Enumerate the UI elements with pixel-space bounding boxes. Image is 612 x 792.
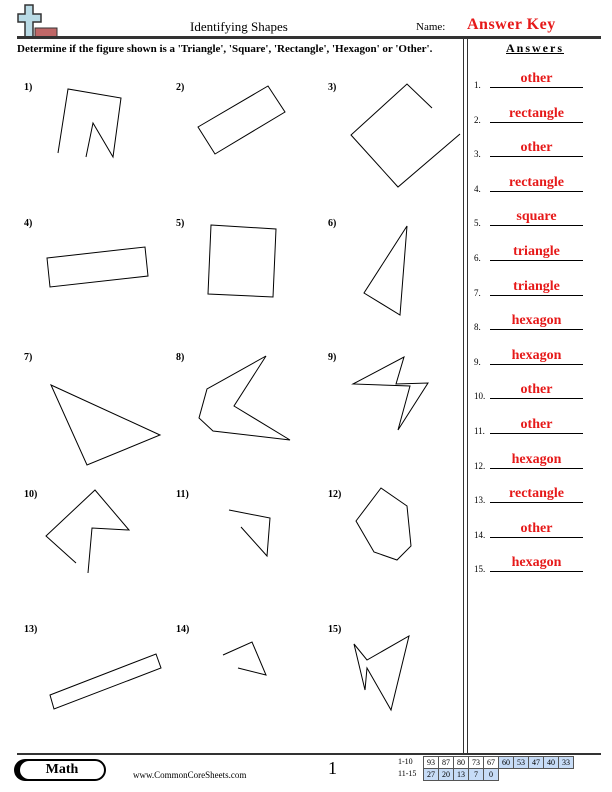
question-number: 3) bbox=[328, 82, 337, 93]
question-number: 12) bbox=[328, 489, 342, 500]
answer-value: hexagon bbox=[490, 555, 583, 572]
score-cell: 80 bbox=[454, 757, 469, 769]
footer-divider bbox=[17, 753, 601, 755]
score-row-label: 11-15 bbox=[398, 769, 417, 778]
shape-6 bbox=[364, 226, 407, 315]
answer-number: 9. bbox=[474, 356, 481, 367]
site-url: www.CommonCoreSheets.com bbox=[133, 770, 247, 780]
answer-value: triangle bbox=[490, 244, 583, 261]
shape-7 bbox=[51, 385, 160, 465]
score-row-label: 1-10 bbox=[398, 757, 413, 766]
page-number: 1 bbox=[328, 758, 337, 778]
score-cell: 13 bbox=[454, 769, 469, 781]
instructions: Determine if the figure shown is a 'Triangle', 'Square', 'Rectangle', 'Hexagon' or 'Other'. bbox=[17, 43, 433, 55]
answer-value: other bbox=[490, 417, 583, 434]
answer-number: 1. bbox=[474, 80, 481, 90]
question-number: 4) bbox=[24, 218, 33, 229]
shape-9 bbox=[353, 357, 428, 430]
score-cell: 53 bbox=[514, 757, 529, 769]
answer-number: 15. bbox=[474, 564, 486, 575]
score-cell: 47 bbox=[529, 757, 544, 769]
shape-2 bbox=[198, 86, 285, 154]
answer-value: rectangle bbox=[490, 106, 583, 123]
question-number: 9) bbox=[328, 352, 337, 363]
question-number: 2) bbox=[176, 82, 185, 93]
answer-number: 5. bbox=[474, 218, 481, 229]
answer-value: hexagon bbox=[490, 348, 583, 365]
answer-number: 2. bbox=[474, 114, 481, 125]
answer-value: triangle bbox=[490, 279, 583, 296]
shape-8 bbox=[199, 356, 290, 440]
answer-value: other bbox=[490, 382, 583, 399]
answer-number: 4. bbox=[474, 183, 481, 194]
shape-10 bbox=[46, 490, 129, 573]
score-cell: 87 bbox=[439, 757, 454, 769]
answer-value: square bbox=[490, 209, 583, 226]
score-cell: 93 bbox=[424, 757, 439, 769]
answer-value: other bbox=[490, 521, 583, 538]
shape-13 bbox=[50, 654, 161, 709]
answer-value: other bbox=[490, 140, 583, 157]
shape-5 bbox=[208, 225, 276, 297]
score-cell: 0 bbox=[484, 769, 499, 781]
answer-number: 6. bbox=[474, 253, 481, 263]
answer-number: 14. bbox=[474, 529, 486, 540]
score-cell: 33 bbox=[559, 757, 574, 769]
answer-value: rectangle bbox=[490, 486, 583, 503]
question-number: 11) bbox=[176, 489, 189, 500]
score-cell: 20 bbox=[439, 769, 454, 781]
question-number: 14) bbox=[176, 624, 190, 635]
answer-key-label: Answer Key bbox=[467, 16, 556, 33]
shape-3 bbox=[351, 84, 460, 187]
answer-number: 12. bbox=[474, 460, 486, 471]
score-cell: 40 bbox=[544, 757, 559, 769]
shape-14 bbox=[223, 642, 266, 675]
score-table bbox=[423, 756, 574, 781]
shape-11 bbox=[229, 510, 270, 556]
answer-number: 3. bbox=[474, 149, 481, 160]
answer-number: 7. bbox=[474, 287, 481, 298]
subject-badge: Math bbox=[18, 759, 106, 781]
question-number: 8) bbox=[176, 352, 185, 363]
score-cell: 67 bbox=[484, 757, 499, 769]
answer-value: hexagon bbox=[490, 452, 583, 469]
answers-heading: Answers bbox=[506, 41, 564, 55]
question-number: 15) bbox=[328, 624, 342, 635]
answer-number: 13. bbox=[474, 495, 486, 506]
answer-value: other bbox=[490, 71, 583, 88]
score-cell: 7 bbox=[469, 769, 484, 781]
score-cell: 73 bbox=[469, 757, 484, 769]
shape-15 bbox=[354, 636, 409, 710]
score-cell: 27 bbox=[424, 769, 439, 781]
answer-value: hexagon bbox=[490, 313, 583, 330]
question-number: 6) bbox=[328, 218, 337, 229]
answer-number: 8. bbox=[474, 322, 481, 333]
question-number: 1) bbox=[24, 82, 33, 93]
shape-12 bbox=[356, 488, 411, 560]
question-number: 13) bbox=[24, 624, 38, 635]
question-number: 5) bbox=[176, 218, 185, 229]
answer-number: 11. bbox=[474, 426, 485, 436]
question-number: 10) bbox=[24, 489, 38, 500]
name-label: Name: bbox=[416, 21, 446, 33]
score-cell: 60 bbox=[499, 757, 514, 769]
answer-number: 10. bbox=[474, 391, 486, 402]
worksheet-title: Identifying Shapes bbox=[190, 19, 288, 34]
shape-4 bbox=[47, 247, 148, 287]
answer-value: rectangle bbox=[490, 175, 583, 192]
question-number: 7) bbox=[24, 352, 33, 363]
shape-1 bbox=[58, 89, 121, 157]
